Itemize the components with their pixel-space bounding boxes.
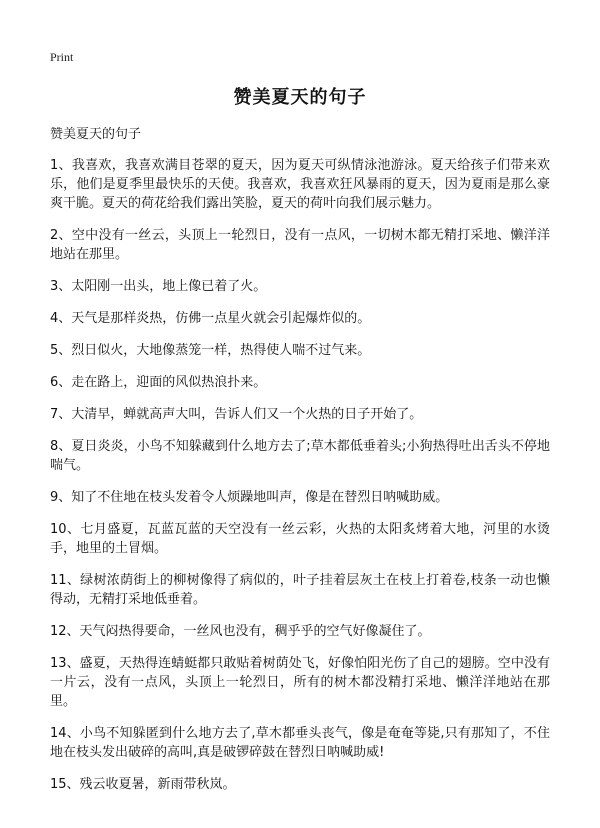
list-item: 12、天气闷热得要命，一丝风也没有，稠乎乎的空气好像凝住了。 bbox=[50, 624, 431, 639]
list-item: 4、天气是那样炎热，仿佛一点星火就会引起爆炸似的。 bbox=[50, 311, 371, 326]
list-item: 10、七月盛夏，瓦蓝瓦蓝的天空没有一丝云彩，火热的太阳炙烤着大地，河里的水烫手，地里的土冒烟。 bbox=[50, 522, 550, 556]
list-item: 9、知了不住地在枝头发着令人烦躁地叫声，像是在替烈日呐喊助威。 bbox=[50, 490, 449, 505]
list-item: 14、小鸟不知躲匿到什么地方去了,草木都垂头丧气，像是奄奄等毙,只有那知了，不住地在枝头发出破碎的高叫,真是破锣碎鼓在替烈日呐喊助威! bbox=[50, 726, 550, 760]
list-item: 15、残云收夏暑，新雨带秋岚。 bbox=[50, 777, 236, 792]
list-item: 5、烈日似火，大地像蒸笼一样，热得使人喘不过气来。 bbox=[50, 343, 371, 358]
list-item: 11、绿树浓荫街上的柳树像得了病似的，叶子挂着层灰土在枝上打着卷,枝条一动也懒得动，无精打采地低垂着。 bbox=[50, 573, 550, 607]
list-item: 6、走在路上，迎面的风似热浪扑来。 bbox=[50, 375, 267, 390]
list-item: 13、盛夏，天热得连蜻蜓都只敢贴着树荫处飞，好像怕阳光伤了自己的翅膀。空中没有一片云，没有一点风，头顶上一轮烈日，所有的树木都没精打采地、懒洋洋地站在那里。 bbox=[50, 656, 550, 709]
list-item: 8、夏日炎炎，小鸟不知躲藏到什么地方去了;草木都低垂着头;小狗热得吐出舌头不停地喘气。 bbox=[50, 439, 550, 473]
sentence-list bbox=[50, 156, 550, 794]
list-item: 3、太阳刚一出头，地上像已着了火。 bbox=[50, 279, 267, 294]
list-item: 7、大清早，蝉就高声大叫，告诉人们又一个火热的日子开始了。 bbox=[50, 407, 423, 422]
list-item: 2、空中没有一丝云，头顶上一轮烈日，没有一点风，一切树木都无精打采地、懒洋洋地站在那里。 bbox=[50, 228, 550, 262]
page-title: 赞美夏天的句子 bbox=[233, 87, 367, 108]
list-item: 1、我喜欢，我喜欢满目苍翠的夏天，因为夏天可纵情泳池游泳。夏天给孩子们带来欢乐，他们是夏季里最快乐的天使。我喜欢，我喜欢狂风暴雨的夏天，因为夏雨是那么豪爽干脆。夏天的荷花给我们露出笑脸，夏天的荷叶向我们展示魅力。 bbox=[50, 158, 550, 211]
print-link[interactable]: Print bbox=[50, 50, 74, 64]
section-heading: 赞美夏天的句子 bbox=[50, 127, 142, 142]
